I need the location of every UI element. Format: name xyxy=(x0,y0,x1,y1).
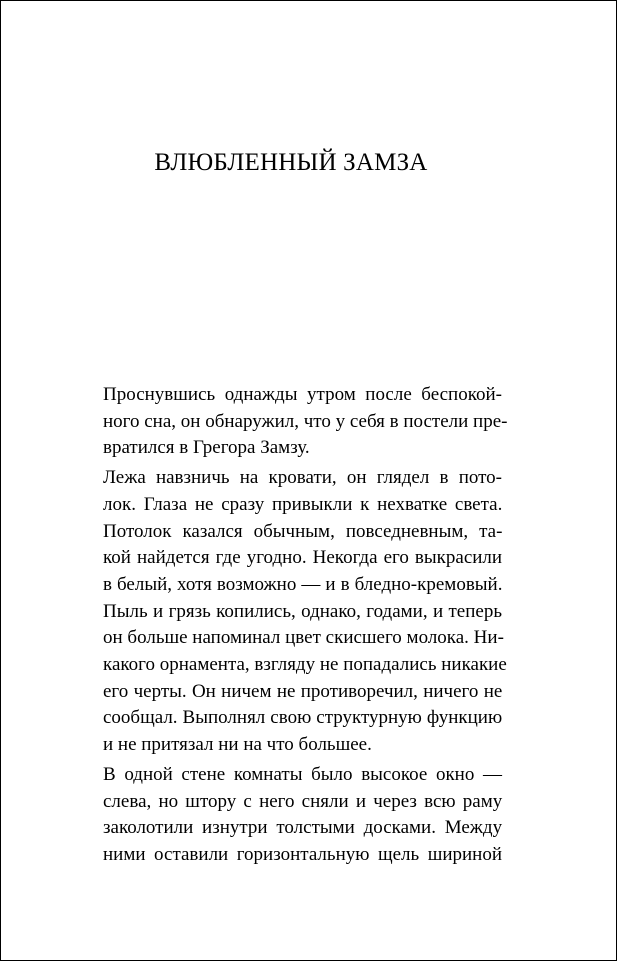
text-line: кой найдется где угодно. Некогда его выкрасили xyxy=(103,547,503,569)
text-line: ними оставили горизонтальную щель шириной xyxy=(103,843,502,865)
text-line: Потолок казался обычным, повседневным, та- xyxy=(103,520,503,542)
text-line: и не притязал ни на что большее. xyxy=(103,734,372,756)
chapter-text xyxy=(77,382,508,869)
text-line: лок. Глаза не сразу привыкли к нехватке света. xyxy=(103,493,503,515)
paragraph-3 xyxy=(77,762,502,869)
text-line: В одной стене комнаты было высокое окно — xyxy=(103,763,502,785)
text-line: заколотили изнутри толстыми досками. Между xyxy=(103,817,503,839)
text-line: ного сна, он обнаружил, что у себя в постели пре- xyxy=(103,410,508,432)
text-line: Лежа навзничь на кровати, он глядел в пото- xyxy=(103,467,502,489)
text-line: он больше напоминал цвет скисшего молока. Ни- xyxy=(103,627,504,649)
text-line: сообщал. Выполнял свою структурную функцию xyxy=(103,707,503,729)
paragraph-2 xyxy=(77,465,507,759)
chapter-title: ВЛЮБЛЕННЫЙ ЗАМЗА xyxy=(154,149,428,176)
text-line: его черты. Он ничем не противоречил, ничего не xyxy=(103,680,503,702)
text-line: вратился в Грегора Замзу. xyxy=(103,437,310,459)
text-line: в белый, хотя возможно — и в бледно-кремовый. xyxy=(103,573,503,595)
text-line: Пыль и грязь копились, однако, годами, и теперь xyxy=(103,600,502,622)
text-line: Проснувшись однажды утром после беспокой- xyxy=(103,384,502,405)
text-line: какого орнамента, взгляду не попадались никакие xyxy=(103,654,507,676)
text-line: слева, но штору с него сняли и через всю раму xyxy=(103,790,503,812)
paragraph-1 xyxy=(77,382,508,462)
